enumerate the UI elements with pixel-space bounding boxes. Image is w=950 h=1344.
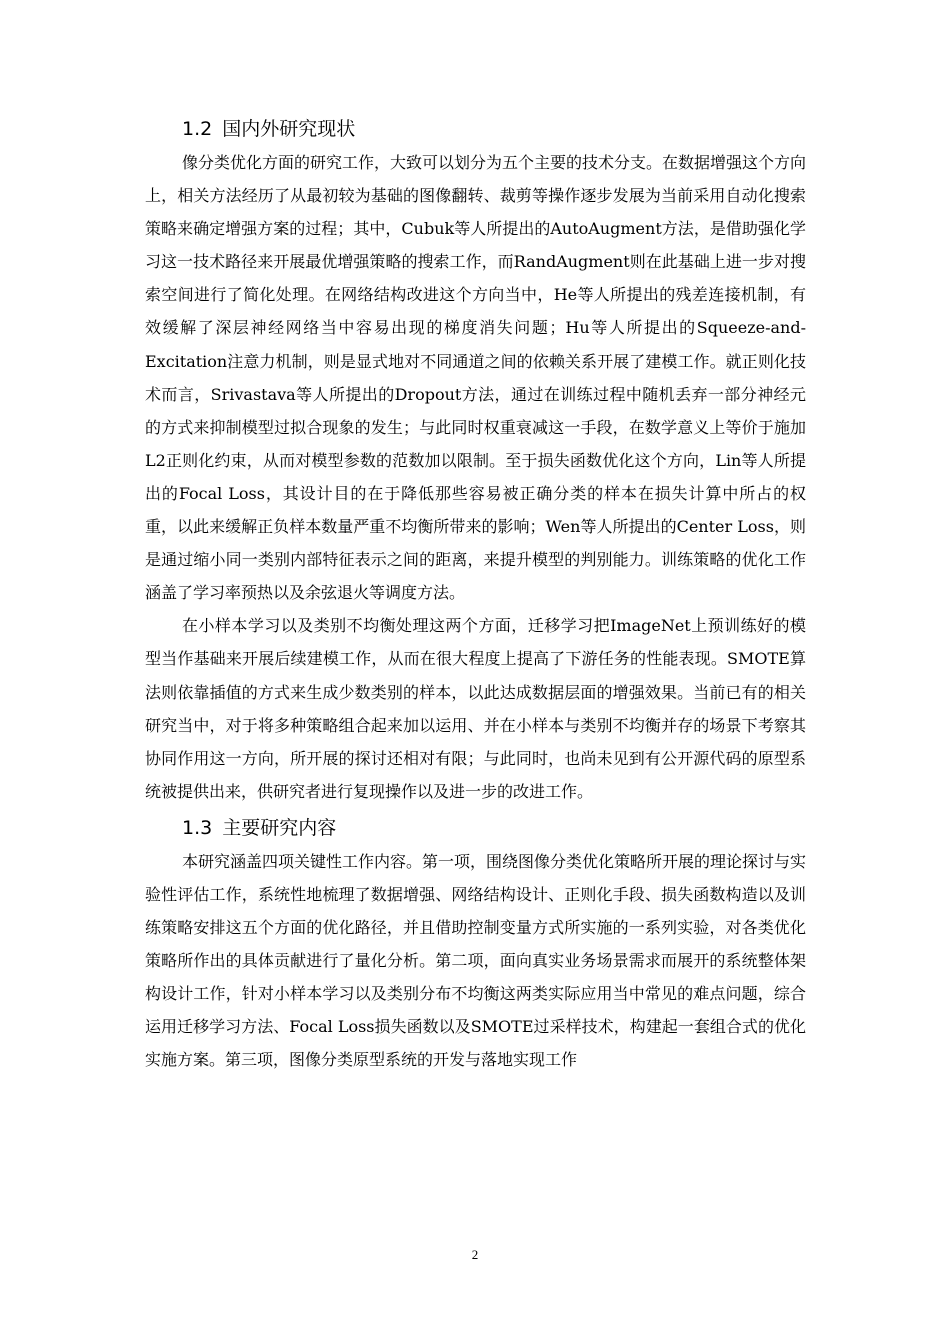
section-number: 1.3 [182,816,213,839]
page-body [145,112,806,1077]
paragraph: 在小样本学习以及类别不均衡处理这两个方面，迁移学习把ImageNet上预训练好的模型当作基础来开展后续建模工作，从而在很大程度上提高了下游任务的性能表现。SMOTE算法则依靠插值的方式来生成少数类别的样本，以此达成数据层面的增强效果。当前已有的相关研究当中，对于将多种策略组合起来加以运用、并在小样本与类别不均衡并存的场景下考察其协同作用这一方向，所开展的探讨还相对有限；与此同时，也尚未见到有公开源代码的原型系统被提供出来，供研究者进行复现操作以及进一步的改进工作。 [145,616,806,801]
section-title: 主要研究内容 [222,816,337,839]
paragraph: 本研究涵盖四项关键性工作内容。第一项，围绕图像分类优化策略所开展的理论探讨与实验性评估工作，系统性地梳理了数据增强、网络结构设计、正则化手段、损失函数构造以及训练策略安排这五个方面的优化路径，并且借助控制变量方式所实施的一系列实验，对各类优化策略所作出的具体贡献进行了量化分析。第二项，面向真实业务场景需求而展开的系统整体架构设计工作，针对小样本学习以及类别分布不均衡这两类实际应用当中常见的难点问题，综合运用迁移学习方法、Focal Loss损失函数以及SMOTE过采样技术，构建起一套组合式的优化实施方案。第三项，图像分类原型系统的开发与落地实现工作 [145,851,807,1070]
section-number: 1.2 [182,118,213,140]
section-heading-1-3 [145,811,806,845]
page-number: 2 [471,1247,479,1262]
section-title: 国内外研究现状 [222,118,356,140]
section-heading-1-2 [145,112,806,146]
paragraph: 像分类优化方面的研究工作，大致可以划分为五个主要的技术分支。在数据增强这个方向上，相关方法经历了从最初较为基础的图像翻转、裁剪等操作逐步发展为当前采用自动化搜索策略来确定增强方案的过程；其中，Cubuk等人所提出的AutoAugment方法，是借助强化学习这一技术路径来开展最优增强策略的搜索工作，而RandAugment则在此基础上进一步对搜索空间进行了简化处理。在网络结构改进这个方向当中，He等人所提出的残差连接机制，有效缓解了深层神经网络当中容易出现的梯度消失问题；Hu等人所提出的Squeeze-and-Excitation注意力机制，则是显式地对不同通道之间的依赖关系开展了建模工作。就正则化技术而言，Srivastava等人所提出的Dropout方法，通过在训练过程中随机丢弃一部分神经元的方式来抑制模型过拟合现象的发生；与此同时权重衰减这一手段，在数学意义上等价于施加L2正则化约束，从而对模型参数的范数加以限制。至于损失函数优化这个方向，Lin等人所提出的Focal Loss，其设计目的在于降低那些容易被正确分类的样本在损失计算中所占的权重，以此来缓解正负样本数量严重不均衡所带来的影响；Wen等人所提出的Center Loss，则是通过缩小同一类别内部特征表示之间的距离，来提升模型的判别能力。训练策略的优化工作涵盖了学习率预热以及余弦退火等调度方法。 [145,153,807,603]
